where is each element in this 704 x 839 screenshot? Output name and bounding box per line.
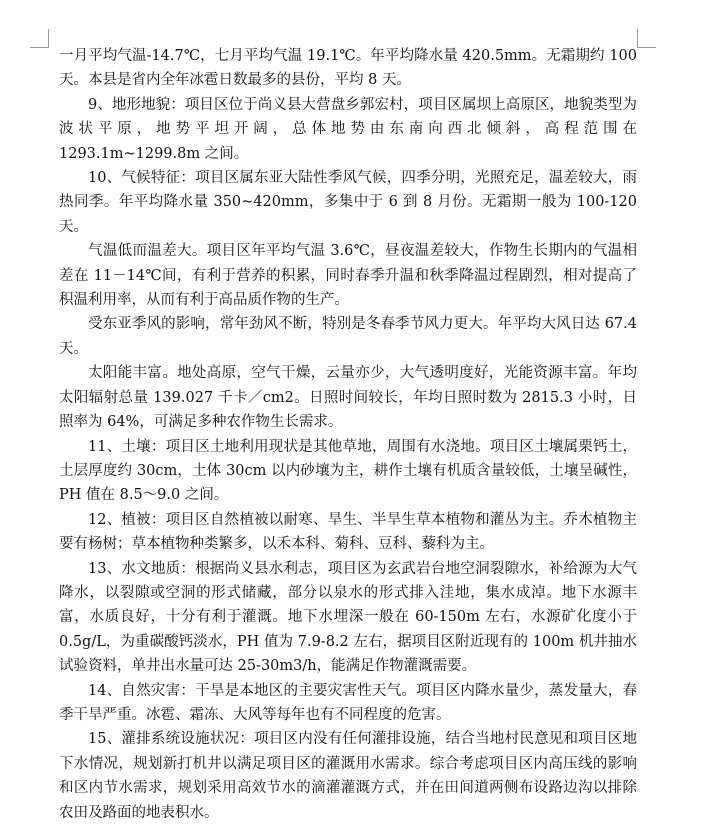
paragraph-solar-energy: 太阳能丰富。地处高原，空气干燥，云量亦少，大气透明度好，光能资源丰富。年均太阳辐射总量 139.027 千卡／cm2。日照时间较长，年均日照时数为 2815.3 小时，日照率为 64%，可满足多种农作物生长需求。 <box>59 365 637 431</box>
paragraph-natural-disasters: 14、自然灾害：干旱是本地区的主要灾害性天气。项目区内降水量少，蒸发量大，春季干旱严重。冰雹、霜冻、大风等每年也有不同程度的危害。 <box>59 682 637 723</box>
paragraph-monsoon-wind: 受东亚季风的影响，常年劲风不断，特别是冬春季节风力更大。年平均大风日达 67.4 天。 <box>59 316 637 357</box>
paragraph-climate-continued: 一月平均气温-14.7℃，七月平均气温 19.1℃。年平均降水量 420.5mm。无霜期约 100 天。本县是省内全年冰雹日数最多的县份，平均 8 天。 <box>59 48 637 89</box>
margin-corner-mark-left <box>30 29 49 48</box>
paragraph-topography: 9、地形地貌：项目区位于尚义县大营盘乡郭宏村，项目区属坝上高原区，地貌类型为波状平原，地势平坦开阔，总体地势由东南向西北倾斜，高程范围在 1293.1m~1299.8m 之间。 <box>59 96 637 162</box>
margin-corner-mark-right <box>637 29 656 48</box>
paragraph-vegetation: 12、植被：项目区自然植被以耐寒、旱生、半旱生草本植物和灌丛为主。乔木植物主要有杨树；草本植物种类繁多，以禾本科、菊科、豆科、藜科为主。 <box>59 511 637 553</box>
paragraph-soil: 11、土壤：项目区土地利用现状是其他草地，周围有水浇地。项目区土壤属栗钙土，土层厚度约 30cm，土体 30cm 以内砂壤为主，耕作土壤有机质含量较低，土壤呈碱性，PH 值在 8.5～9.0 之间。 <box>59 438 637 504</box>
document-body <box>59 44 637 825</box>
paragraph-irrigation-drainage: 15、灌排系统设施状况：项目区内没有任何灌排设施，结合当地村民意见和项目区地下水情况，规划新打机井以满足项目区的灌溉用水需求。综合考虑项目区内高压线的影响和区内节水需求，规划采用高效节水的滴灌灌溉方式，并在田间道两侧布设路边沟以排除农田及路面的地表积水。 <box>59 731 637 821</box>
paragraph-hydrogeology: 13、水文地质：根据尚义县水利志，项目区为玄武岩台地空洞裂隙水，补给源为大气降水，以裂隙或空洞的形式储藏，部分以泉水的形式排入洼地，集水成淖。地下水源丰富，水质良好，十分有利于灌溉。地下水埋深一般在 60-150m 左右，水源矿化度小于 0.5g/L，为重碳酸钙淡水，PH 值为 7.9-8.2 左右，据项目区附近现有的 100m 机井抽水试验资料，单井出水量可达 25-30m3/h，能满足作物灌溉需要。 <box>59 560 637 675</box>
paragraph-temperature: 气温低而温差大。项目区年平均气温 3.6℃，昼夜温差较大，作物生长期内的气温相差在 11－14℃间，有利于营养的积累，同时春季升温和秋季降温过程剧烈，相对提高了积温利用率，从而有利于高品质作物的生产。 <box>59 243 637 309</box>
paragraph-climate-features: 10、气候特征：项目区属东亚大陆性季风气候，四季分明，光照充足，温差较大，雨热同季。年平均降水量 350~420mm，多集中于 6 到 8 月份。无霜期一般为 100-120 天。 <box>59 170 637 235</box>
